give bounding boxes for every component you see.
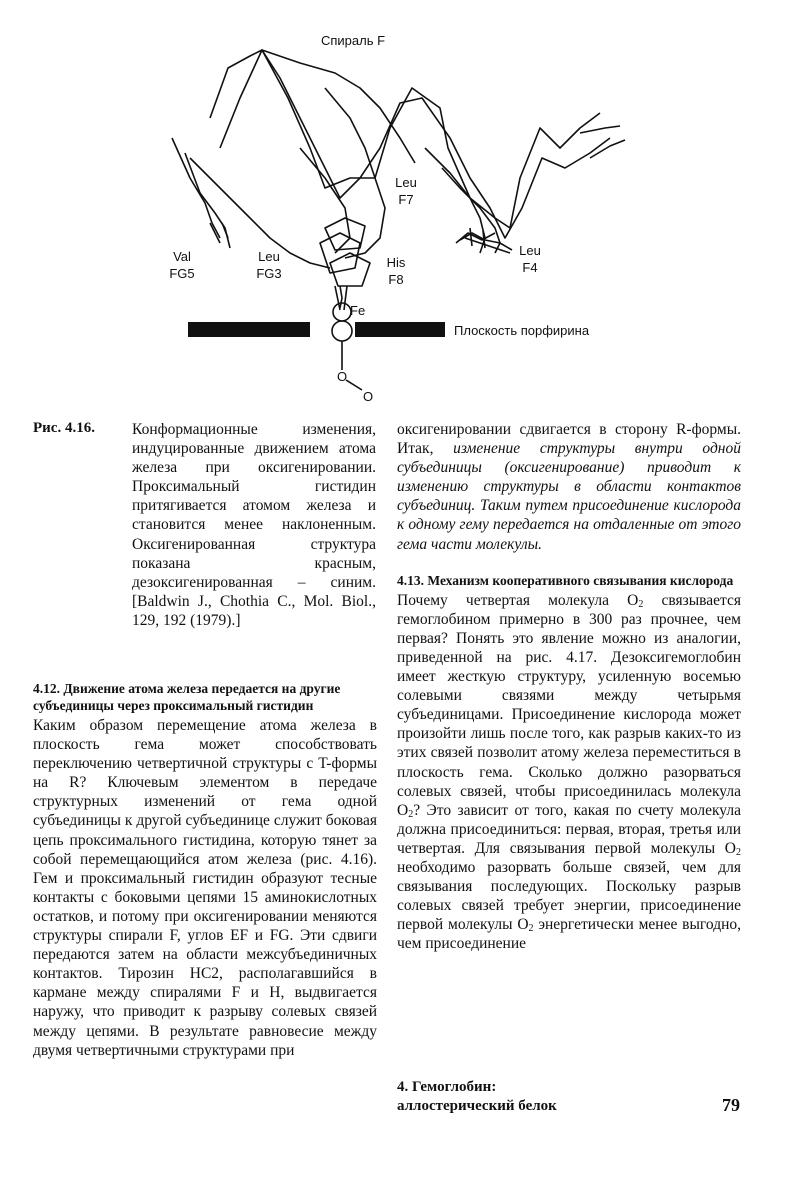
porphyrin-bar-left — [188, 322, 310, 337]
label-helix-f: Спираль F — [320, 33, 386, 48]
section-4-13-body — [397, 591, 741, 954]
label-his-f8-line1: His — [386, 255, 406, 270]
label-oxygen-lower: O — [362, 389, 374, 404]
caption-label: Рис. 4.16. — [33, 420, 95, 436]
fe-atom-lower — [332, 321, 352, 341]
histidine-link — [340, 286, 342, 308]
label-leu-f7 — [386, 174, 426, 208]
backbone-trace-b — [220, 50, 610, 238]
backbone-trace-d — [185, 153, 230, 248]
left-column — [33, 680, 377, 1060]
label-oxygen-upper: O — [336, 369, 348, 384]
label-his-f8-line2: F8 — [388, 272, 404, 287]
s413-sub-a: 2 — [638, 598, 644, 610]
s413-part5: энергетически менее выгодно, чем присоединение — [397, 916, 741, 953]
s413-sub-d: 2 — [528, 923, 534, 935]
chapter-line-2: аллостерический белок — [397, 1098, 557, 1114]
leu-f4-tick-1 — [470, 228, 472, 246]
chapter-line-1: 4. Гемоглобин: — [397, 1079, 497, 1095]
right-continuation — [397, 420, 741, 554]
label-val-fg5 — [160, 248, 204, 282]
val-tick-1 — [210, 223, 220, 243]
section-4-12-heading: 4.12. Движение атома железа передается на другие субъединицы через проксимальный гистидин — [33, 681, 341, 713]
backbone-trace-h — [300, 148, 350, 253]
label-leu-f4 — [508, 242, 552, 276]
label-leu-fg3-line2: FG3 — [256, 266, 282, 281]
label-leu-f4-line1: Leu — [519, 243, 541, 258]
s413-part2: связывается гемоглобином примерно в 300 раз прочнее, чем первая? Понять это явление можно из аналогии, приведенной на рис. 4.17. Дезоксигемоглобин имеет жесткую структуру, усиленную восемью солевыми связями между четырьмя субъединицами. Присоединение кислорода может произойти лишь после того, как разрыв каких-то из этих связей позволит атому железа переместиться в плоскость гема. Сколько должно разорваться солевых связей, чтобы присоединилась молекула O — [397, 591, 741, 819]
section-4-12-body: Каким образом перемещение атома железа в плоскость гема может способствовать переключению четвертичной структуры с T-формы на R? Ключевым элементом в передаче структурных изменений от гема одной субъединицы к другой субъединице служит боковая цепь проксимального гистидина, которую тянет за собой перемещающийся атом железа (рис. 4.16). Гем и проксимальный гистидин образуют тесные контакты с боковыми цепями 15 аминокислотных остатков, и потому при оксигенировании меняются структуры спирали F, углов EF и FG. Эти сдвиги передаются затем на области межсубъединичных контактов. Тирозин HC2, располагавшийся в кармане между спиралями F и H, выдвигается наружу, что приводит к разрыву солевых связей между цепями. В результате равновесие между двумя четвертичными структурами при — [33, 717, 377, 1059]
val-tick-2 — [222, 223, 228, 238]
figure-caption — [132, 420, 376, 630]
s413-part1: Почему четвертая молекула O — [397, 591, 639, 609]
s413-sub-b: 2 — [408, 808, 414, 820]
label-leu-f7-line2: F7 — [398, 192, 414, 207]
section-4-13-heading: 4.13. Механизм кооперативного связывания кислорода — [397, 572, 734, 588]
label-leu-fg3 — [244, 248, 294, 282]
figure-4-16 — [150, 28, 630, 418]
label-leu-f4-line2: F4 — [522, 260, 538, 275]
s413-part4: необходимо разорвать больше связей, чем для связывания последующих. Поскольку разрыв солевых связей требует энергии, присоединение первой молекулы O — [397, 858, 741, 934]
s413-sub-c: 2 — [736, 846, 741, 858]
continuation-italic: изменение структуры внутри одной субъединицы (оксигенирование) приводит к изменению структуры в области контактов субъединиц. Таким путем присоединение кислорода к одному гему передается на отдаленные от этого гема части молекулы. — [397, 440, 741, 553]
label-val-fg5-line2: FG5 — [169, 266, 195, 281]
protein-backbone-diagram — [150, 28, 630, 418]
right-column — [397, 420, 741, 953]
label-val-fg5-line1: Val — [173, 249, 191, 264]
backbone-trace-e — [262, 50, 415, 163]
backbone-trace-m — [580, 126, 620, 133]
his-fe-bond-2 — [344, 286, 347, 310]
label-his-f8 — [376, 254, 416, 288]
fe-atom-upper — [333, 303, 351, 321]
porphyrin-bar-right — [355, 322, 445, 337]
caption-text: Конформационные изменения, индуцированные движением атома железа при оксигенировании. Проксимальный гистидин притягивается атомом железа и становится менее наклоненным. Оксигенированная структура показана красным, дезоксигенированная – синим. [Baldwin J., Chothia C., Mol. Biol., 129, 192 (1979).] — [132, 421, 376, 629]
label-fe: Fe — [350, 303, 366, 318]
label-leu-f7-line1: Leu — [395, 175, 417, 190]
s413-part3: ? Это зависит от того, какая по счету молекула должна присоединиться: первая, вторая, третья или четвертая. Для связывания первой молекулы O — [397, 801, 741, 857]
label-porphyrin-plane: Плоскость порфирина — [454, 323, 590, 338]
continuation-plain: оксигенировании сдвигается в сторону R-формы. Итак, — [397, 421, 741, 458]
page-number: 79 — [722, 1095, 740, 1115]
backbone-trace-c — [172, 138, 220, 238]
label-leu-fg3-line1: Leu — [258, 249, 280, 264]
chapter-footer — [397, 1078, 557, 1116]
